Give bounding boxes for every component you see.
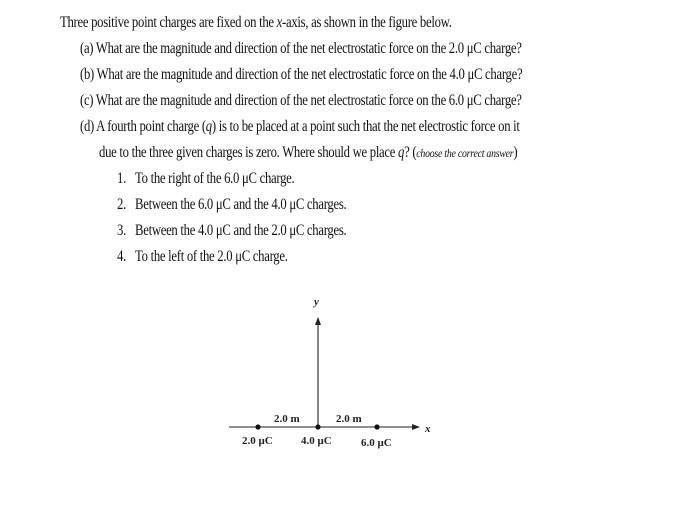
y-axis-label: y [314, 296, 319, 308]
charge-2uC [255, 424, 260, 429]
answer-hint: choose the correct answer [416, 146, 514, 160]
option-1: 1. To the right of the 6.0 μC charge. [117, 170, 295, 187]
x-axis-label: x [425, 423, 431, 435]
charge-label-4uC: 4.0 μC [301, 435, 332, 447]
option-4: 4. To the left of the 2.0 μC charge. [117, 248, 288, 265]
option-3: 3. Between the 4.0 μC and the 2.0 μC charges. [117, 222, 347, 239]
problem-intro: Three positive point charges are fixed on the x-axis, as shown in the figure below. [60, 14, 452, 31]
part-d-question-line1: (d) A fourth point charge (q) is to be placed at a point such that the net electrostic force on it [80, 118, 520, 135]
charge-label-2uC: 2.0 μC [242, 435, 273, 447]
charge-label-6uC: 6.0 μC [361, 437, 392, 449]
part-a-question: (a) What are the magnitude and direction of the net electrostatic force on the 2.0 μC charge? [80, 40, 522, 57]
option-2: 2. Between the 6.0 μC and the 4.0 μC charges. [117, 196, 347, 213]
part-b-question: (b) What are the magnitude and direction of the net electrostatic force on the 4.0 μC charge? [80, 66, 523, 83]
part-c-question: (c) What are the magnitude and direction of the net electrostatic force on the 6.0 μC charge? [80, 92, 522, 109]
distance-label-left: 2.0 m [274, 413, 300, 425]
distance-label-right: 2.0 m [336, 413, 362, 425]
charge-6uC [374, 424, 379, 429]
part-d-question-line2: due to the three given charges is zero. Where should we place q? (choose the correct answer) [99, 144, 518, 161]
charge-4uC [315, 424, 320, 429]
